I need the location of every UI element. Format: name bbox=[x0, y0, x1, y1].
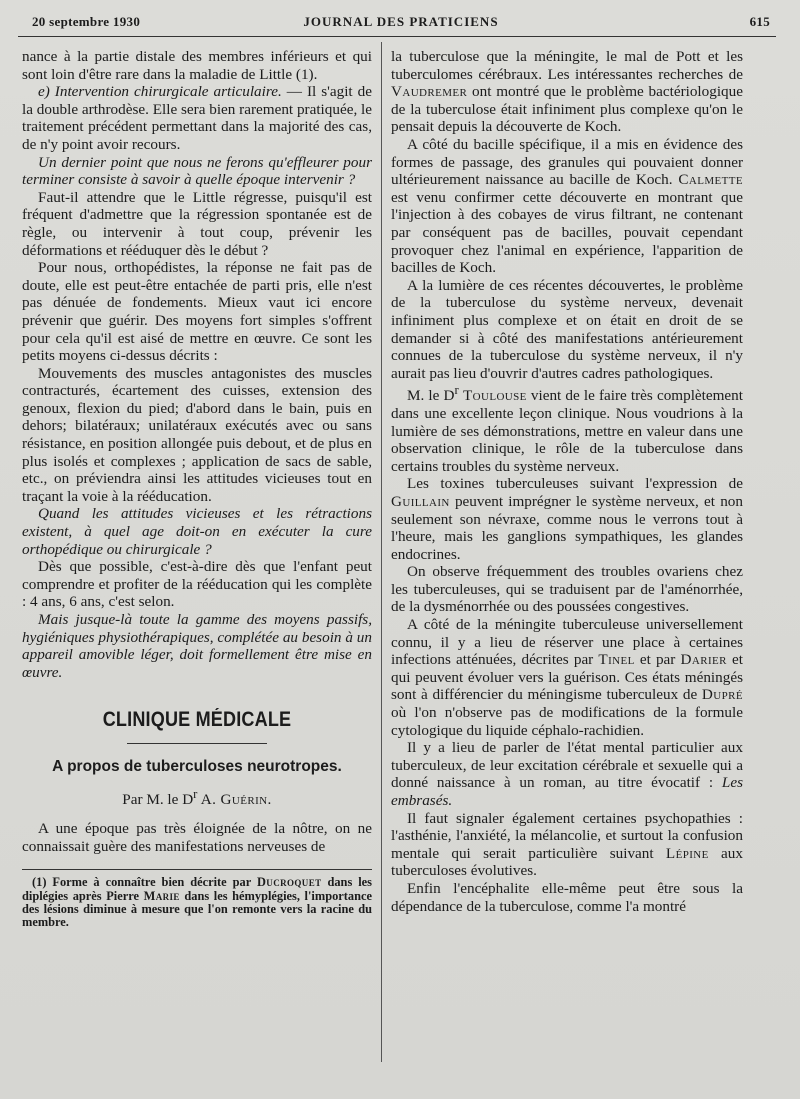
header-journal-title: JOURNAL DES PRATICIENS bbox=[303, 14, 499, 29]
paragraph: A côté de la méningite tuberculeuse universellement connu, il y a lieu de réserver une place à certaines infections atténuées, décrites par Tinel et par Darier et qui peuvent évoluer vers la guérison. Ces états méningés sont à différencier du méningisme tuberculeux de Dupré où l'on n'observe pas de modifications de la formule cytologique du liquide céphalo-rachidien. bbox=[391, 616, 743, 739]
paragraph: Faut-il attendre que le Little régresse, puisqu'il est fréquent d'admettre que la régression spontanée est de règle, ou intervenir à tout coup, prévenir les déformations et rééduquer dès le début ? bbox=[22, 188, 372, 259]
author-name: A. Guérin. bbox=[197, 790, 272, 808]
paragraph: A la lumière de ces récentes découvertes, le problème de la tuberculose du système nerveux, devenait infiniment plus complexe et on était en droit de se demander si à côté des manifestations antérieurement connues de la tuberculose du système nerveux, il n'y aurait pas lieu d'ouvrir d'autres cadres pathologiques. bbox=[391, 276, 743, 382]
paragraph-text: — Il s'agit de la double arthrodèse. Elle sera bien rarement pratiquée, le traitement précédent permettant dans la majorité des cas, de n'y point avoir recours. bbox=[22, 83, 372, 153]
right-column bbox=[391, 48, 743, 915]
italic-paragraph: Quand les attitudes vicieuses et les rétractions existent, à quel age doit-on en exécuter la cure orthopédique ou chirurgicale ? bbox=[22, 505, 372, 558]
paragraph: la tuberculose que la méningite, le mal de Pott et les tuberculomes cérébraux. Les intéressantes recherches de Vaudremer ont montré que le problème bactériologique de la tuberculose était infiniment plus complexe qu'on le pensait depuis la découverte de Koch. bbox=[391, 48, 743, 136]
header-date: 20 septembre 1930 bbox=[32, 14, 141, 29]
paragraph: Il faut signaler également certaines psychopathies : l'asthénie, l'anxiété, la mélancolie, et surtout la confusion mentale qui serait particulière suivant Lépine aux tuberculoses évolutives. bbox=[391, 809, 743, 880]
paragraph: M. le $D^r$ Toulouse vient de le faire très complètement dans une excellente leçon clinique. Nous voudrions à la lumière de ses démonstrations, mettre en valeur dans une observation clinique, le rôle de la tuberculose dans certains troubles du système nerveux. bbox=[391, 383, 743, 475]
paragraph: On observe fréquemment des troubles ovariens chez les tuberculeuses, qui se traduisent par de l'aménorrhée, de la dysménorrhée ou des poussées congestives. bbox=[391, 563, 743, 616]
header-page-number: 615 bbox=[749, 14, 770, 29]
article-title: A propos de tuberculoses neurotropes. bbox=[52, 757, 342, 775]
paragraph: Les toxines tuberculeuses suivant l'expression de Guillain peuvent imprégner le système nerveux, et non seulement son névraxe, comme nous le verrons tout à l'heure, mais les ganglions sympathiques, les glandes endocrines. bbox=[391, 475, 743, 563]
paragraph bbox=[22, 83, 372, 153]
paragraph: Enfin l'encéphalite elle-même peut être sous la dépendance de la tuberculose, comme l'a montré bbox=[391, 879, 743, 915]
byline: Par M. le $D^r$ A. Guérin. bbox=[122, 786, 272, 808]
header-rule bbox=[18, 36, 776, 37]
italic-paragraph: Mais jusque-là toute la gamme des moyens passifs, hygiéniques physiothérapiques, complétée au besoin à un appareil amovible léger, doit formellement être mise en œuvre. bbox=[22, 611, 372, 681]
section-rule bbox=[127, 743, 267, 744]
paragraph: Il y a lieu de parler de l'état mental particulier aux tuberculeux, de leur excitation cérébrale et sexuelle qui a donné naissance à un roman, au titre évocatif : Les embrasés. bbox=[391, 739, 743, 809]
paragraph: A une époque pas très éloignée de la nôtre, on ne connaissait guère des manifestations nerveuses de bbox=[22, 820, 372, 855]
page-header bbox=[32, 14, 770, 36]
section-title: CLINIQUE MÉDICALE bbox=[102, 708, 292, 732]
footnote: (1) Forme à connaître bien décrite par Ducroquet dans les diplégies après Pierre Marie dans les hémyplégies, l'importance des lésions diminue à mesure que l'on remonte vers la racine du membre. bbox=[22, 875, 372, 930]
left-column bbox=[22, 48, 372, 929]
paragraph: Mouvements des muscles antagonistes des muscles contracturés, écartement des cuisses, extension des genoux, flexion du pied; d'abord dans le bain, puis en dehors; bilatéraux; unilatéraux exécutés avec ou sans résistance, en position allongée puis debout, et de plus en plus isolés et complexes ; application de sacs de sable, etc., on préviendra ainsi les attitudes vicieuses tout en traçant la voie à la rééducation. bbox=[22, 364, 372, 505]
column-divider bbox=[381, 42, 382, 1062]
paragraph: Pour nous, orthopédistes, la réponse ne fait pas de doute, elle est peut-être entachée de parti pris, elle n'est pas dénuée de fondements. Mieux vaut ici encore prévenir que guérir. Des moyens fort simples s'offrent pour cela qu'il est aisé de mettre en œuvre. Ce sont les petits moyens ci-dessus décrits : bbox=[22, 259, 372, 365]
paragraph: nance à la partie distale des membres inférieurs et qui sont loin d'être rare dans la maladie de Little (1). bbox=[22, 48, 372, 83]
subsection-heading: e) Intervention chirurgicale articulaire. bbox=[38, 83, 282, 101]
paragraph: Dès que possible, c'est-à-dire dès que l'enfant peut comprendre et profiter de la rééducation qui les complète : 4 ans, 6 ans, c'est selon. bbox=[22, 558, 372, 611]
paragraph: A côté du bacille spécifique, il a mis en évidence des formes de passage, des granules qui pouvaient donner ultérieurement naissance au bacille de Koch. Calmette est venu confirmer cette découverte en montrant que l'injection à des cobayes de virus filtrant, ne contenant par conséquent pas de bacilles, pouvait cependant provoquer chez l'animal en expérience, l'apparition de bacilles de Koch. bbox=[391, 135, 743, 277]
footnote-rule bbox=[22, 869, 372, 870]
italic-paragraph: Un dernier point que nous ne ferons qu'effleurer pour terminer consiste à savoir à quelle époque intervenir ? bbox=[22, 153, 372, 189]
